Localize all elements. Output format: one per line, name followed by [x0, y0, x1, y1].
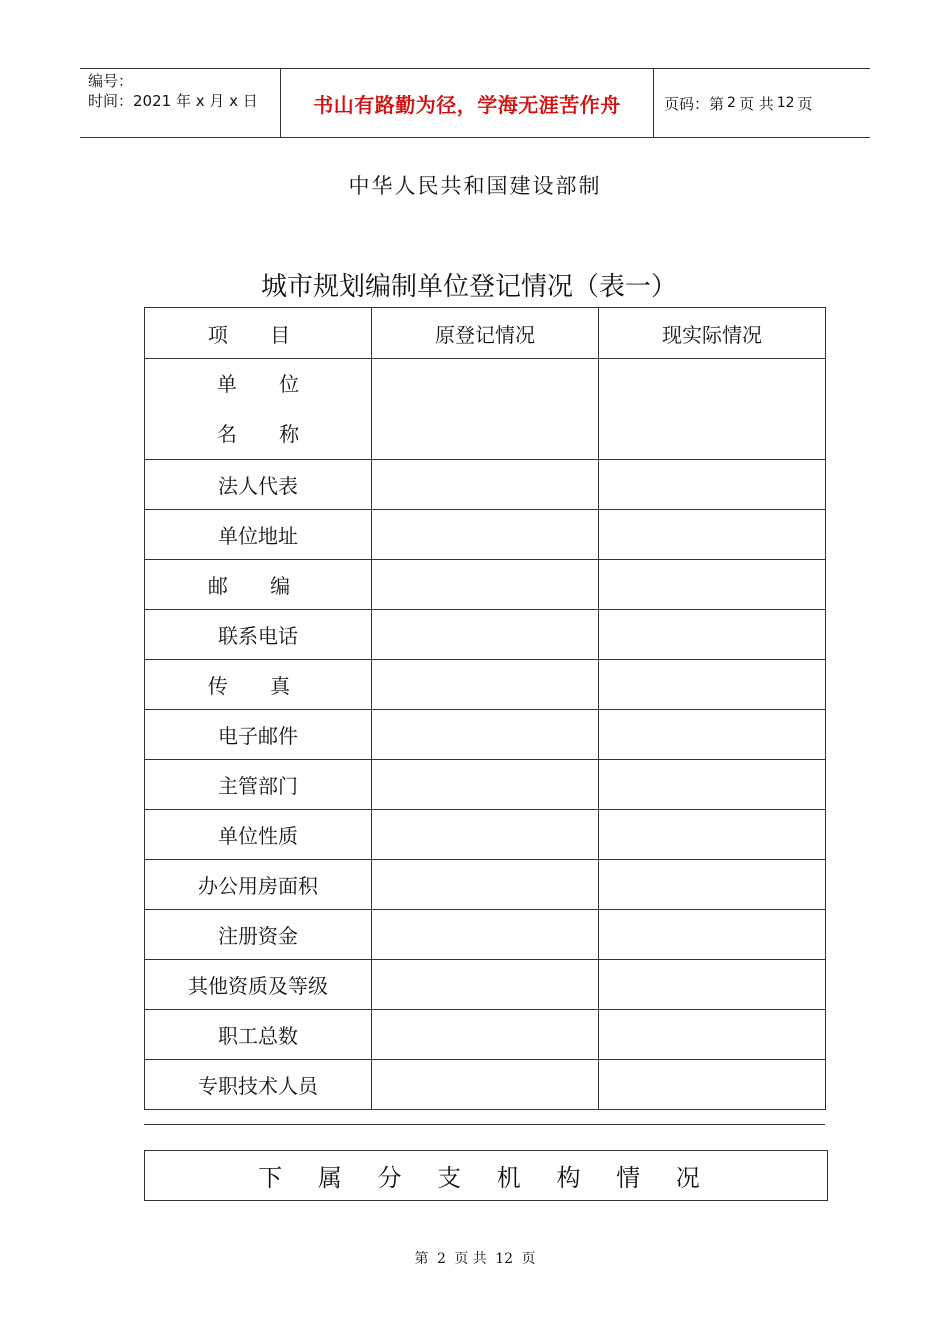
header-item: 项 目 [145, 308, 372, 359]
table-row [145, 460, 826, 510]
footer-mid: 页 共 [454, 1251, 487, 1267]
table-row [145, 660, 826, 710]
registration-table [144, 307, 826, 1110]
current-value-cell[interactable] [599, 660, 826, 710]
row-label: 邮 编 [145, 560, 372, 610]
page-suffix: 页 [797, 94, 813, 113]
time-label: 时间：2021 年 x 月 x 日 [88, 92, 258, 110]
table-bottom-rule [144, 1124, 825, 1125]
row-label: 职工总数 [145, 1010, 372, 1060]
original-value-cell[interactable] [372, 760, 599, 810]
header-original: 原登记情况 [372, 308, 599, 359]
footer-suffix: 页 [521, 1251, 536, 1267]
row-label: 联系电话 [145, 610, 372, 660]
current-value-cell[interactable] [599, 710, 826, 760]
original-value-cell[interactable] [372, 359, 599, 460]
footer-prefix: 第 [414, 1251, 429, 1267]
row-label: 其他资质及等级 [145, 960, 372, 1010]
current-value-cell[interactable] [599, 910, 826, 960]
table-row [145, 1060, 826, 1110]
current-value-cell[interactable] [599, 1010, 826, 1060]
table-row [145, 359, 826, 460]
original-value-cell[interactable] [372, 1010, 599, 1060]
page-total: 12 [776, 95, 795, 111]
current-value-cell[interactable] [599, 760, 826, 810]
current-value-cell[interactable] [599, 1060, 826, 1110]
current-value-cell[interactable] [599, 960, 826, 1010]
original-value-cell[interactable] [372, 960, 599, 1010]
original-value-cell[interactable] [372, 610, 599, 660]
current-value-cell[interactable] [599, 810, 826, 860]
footer-total: 12 [495, 1251, 514, 1267]
original-value-cell[interactable] [372, 910, 599, 960]
table-row [145, 710, 826, 760]
serial-label: 编号： [88, 72, 134, 90]
table-row [145, 510, 826, 560]
current-value-cell[interactable] [599, 610, 826, 660]
original-value-cell[interactable] [372, 510, 599, 560]
header-page-info [654, 69, 870, 137]
row-label-unit-name [145, 359, 372, 460]
document-header [80, 68, 870, 138]
row-label: 单位性质 [145, 810, 372, 860]
page-footer [0, 1248, 950, 1268]
original-value-cell[interactable] [372, 460, 599, 510]
original-value-cell[interactable] [372, 1060, 599, 1110]
current-value-cell[interactable] [599, 359, 826, 460]
table-row [145, 810, 826, 860]
table-header-row [145, 308, 826, 359]
table-row [145, 860, 826, 910]
table-row [145, 610, 826, 660]
row-label: 主管部门 [145, 760, 372, 810]
row-label: 办公用房面积 [145, 860, 372, 910]
row-label: 传 真 [145, 660, 372, 710]
row-label: 法人代表 [145, 460, 372, 510]
table-title: 城市规划编制单位登记情况（表一） [260, 272, 677, 302]
header-meta [80, 69, 281, 137]
original-value-cell[interactable] [372, 860, 599, 910]
header-motto: 书山有路勤为径，学海无涯苦作舟 [281, 69, 654, 137]
row-label: 电子邮件 [145, 710, 372, 760]
original-value-cell[interactable] [372, 810, 599, 860]
page-mid: 页 共 [738, 94, 774, 113]
table-row [145, 960, 826, 1010]
name-label: 名 称 [216, 422, 318, 446]
row-label: 单位地址 [145, 510, 372, 560]
current-value-cell[interactable] [599, 460, 826, 510]
table-row [145, 910, 826, 960]
row-label: 专职技术人员 [145, 1060, 372, 1110]
row-label: 注册资金 [145, 910, 372, 960]
current-value-cell[interactable] [599, 560, 826, 610]
current-value-cell[interactable] [599, 510, 826, 560]
branch-section-title: 下 属 分 支 机 构 情 况 [144, 1150, 828, 1201]
footer-current: 2 [436, 1251, 446, 1267]
original-value-cell[interactable] [372, 710, 599, 760]
ministry-line: 中华人民共和国建设部制 [348, 174, 602, 198]
table-row [145, 760, 826, 810]
page-current: 2 [727, 95, 736, 111]
current-value-cell[interactable] [599, 860, 826, 910]
original-value-cell[interactable] [372, 660, 599, 710]
unit-label: 单 位 [216, 372, 318, 396]
table-row [145, 1010, 826, 1060]
original-value-cell[interactable] [372, 560, 599, 610]
table-row [145, 560, 826, 610]
header-current: 现实际情况 [599, 308, 826, 359]
page-prefix: 页码：第 [664, 94, 725, 113]
